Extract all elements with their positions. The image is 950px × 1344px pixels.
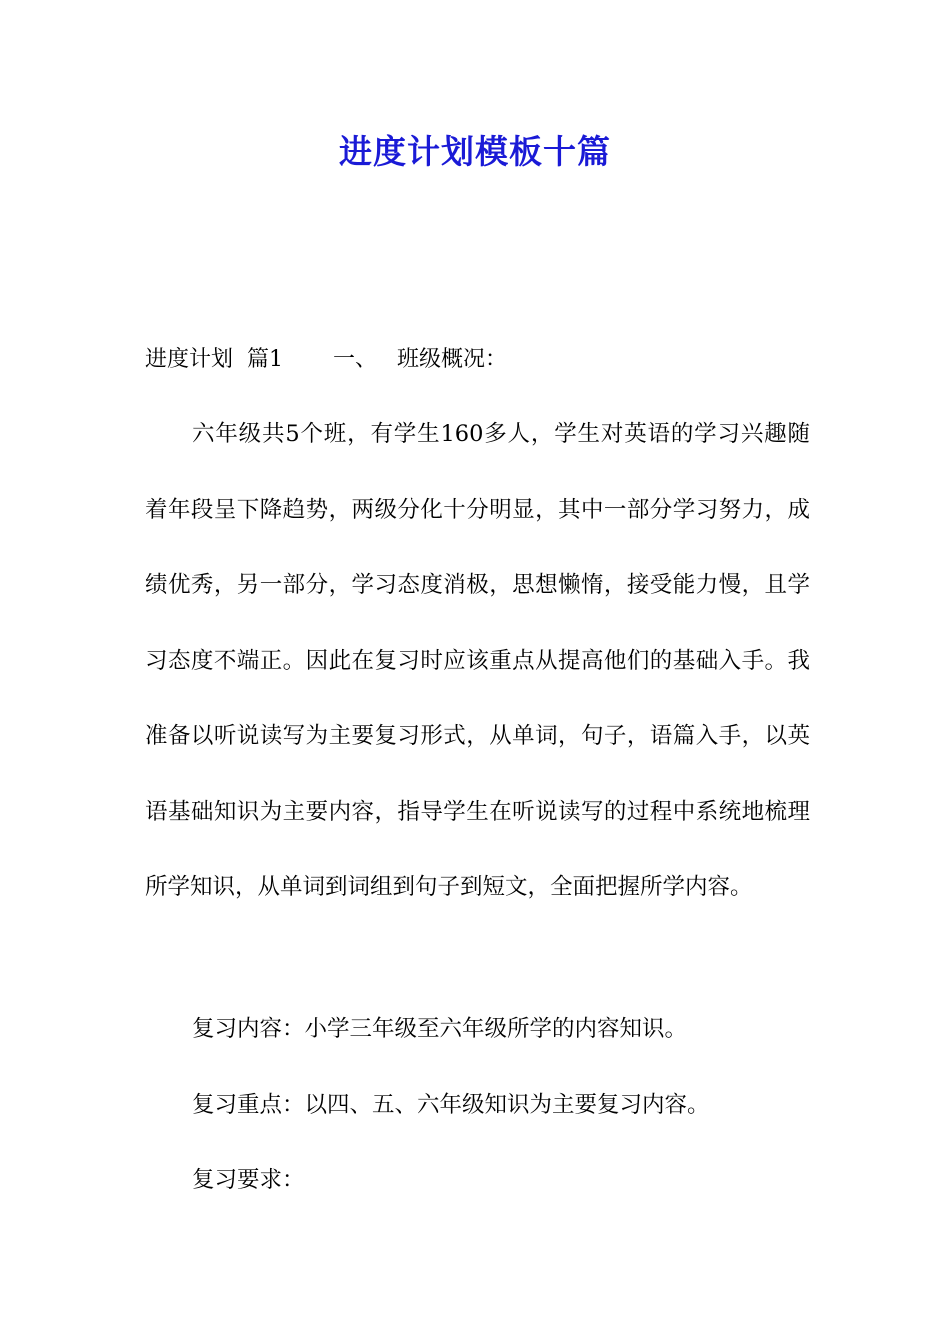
paragraph-class-overview: 六年级共5个班，有学生160多人，学生对英语的学习兴趣随着年段呈下降趋势，两级分化十分明显，其中一部分学习努力，成绩优秀，另一部分，学习态度消极，思想懒惰，接受能力慢，且学习态度不端正。因此在复习时应该重点从提高他们的基础入手。我准备以听说读写为主要复习形式，从单词，句子，语篇入手，以英语基础知识为主要内容，指导学生在听说读写的过程中系统地梳理所学知识，从单词到词组到句子到短文，全面把握所学内容。 xyxy=(145,421,810,900)
heading-section: 班级概况： xyxy=(397,347,508,372)
document-title: 进度计划模板十篇 xyxy=(339,132,611,171)
heading-label: 进度计划 xyxy=(145,347,234,372)
paragraph-review-focus: 复习重点：以四、五、六年级知识为主要复习内容。 xyxy=(192,1092,710,1118)
heading-part: 篇1 xyxy=(247,347,284,372)
paragraph-review-requirements: 复习要求： xyxy=(192,1167,305,1193)
heading-number: 一、 xyxy=(333,347,378,372)
paragraph-review-content: 复习内容：小学三年级至六年级所学的内容知识。 xyxy=(192,1016,688,1042)
section-heading xyxy=(145,343,507,377)
